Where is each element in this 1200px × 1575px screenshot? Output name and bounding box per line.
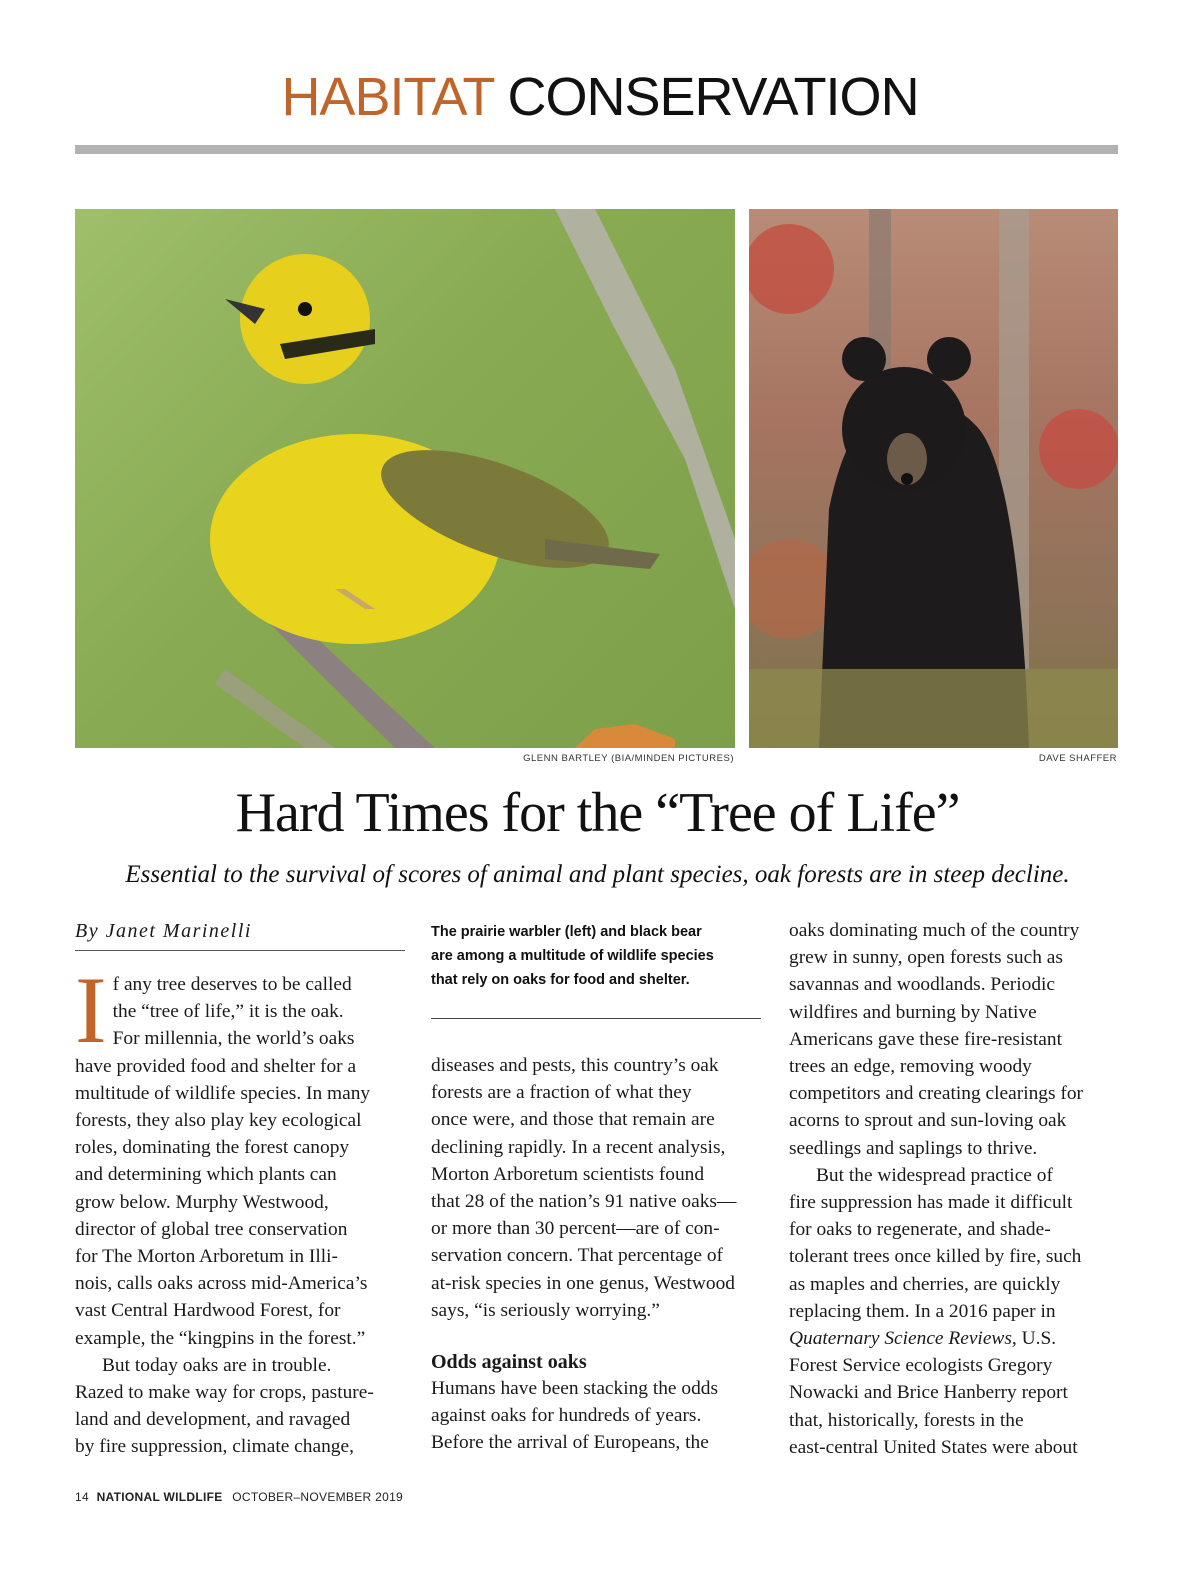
- section-title-accent: HABITAT: [281, 67, 494, 127]
- body-column-2: [431, 1052, 766, 1324]
- body-line: acorns to sprout and sun-loving oak: [789, 1110, 1067, 1132]
- body-line: against oaks for hundreds of years.: [431, 1405, 702, 1427]
- body-line: example, the “kingpins in the forest.”: [75, 1327, 366, 1349]
- body-line: by fire suppression, climate change,: [75, 1436, 354, 1458]
- body-line: competitors and creating clearings for: [789, 1083, 1083, 1105]
- body-line: grew in sunny, open forests such as: [789, 947, 1063, 969]
- caption-line: that rely on oaks for food and shelter.: [431, 972, 690, 988]
- body-line: nois, calls oaks across mid-America’s: [75, 1273, 368, 1295]
- body-line: But the widespread practice of: [816, 1164, 1053, 1186]
- body-line: Humans have been stacking the odds: [431, 1378, 719, 1399]
- body-line: that, historically, forests in the: [789, 1409, 1024, 1431]
- byline-rule: [75, 950, 405, 951]
- body-line: or more than 30 percent—are of con-: [431, 1218, 720, 1240]
- body-line: servation concern. That percentage of: [431, 1245, 723, 1267]
- body-line: fire suppression has made it difficult: [789, 1192, 1073, 1214]
- body-line: Before the arrival of Europeans, the: [431, 1432, 709, 1454]
- caption-line: The prairie warbler (left) and black bear: [431, 924, 702, 940]
- article-headline: Hard Times for the “Tree of Life”: [235, 782, 960, 844]
- body-line: and determining which plants can: [75, 1164, 337, 1186]
- article-deck: Essential to the survival of scores of animal and plant species, oak forests are in steep decline.: [125, 861, 1070, 888]
- body-line: the “tree of life,” it is the oak.: [112, 1001, 344, 1023]
- page-footer: [75, 1490, 403, 1504]
- body-line: roles, dominating the forest canopy: [75, 1137, 350, 1159]
- body-line: multitude of wildlife species. In many: [75, 1082, 371, 1104]
- body-line: forests are a fraction of what they: [431, 1082, 692, 1104]
- bird-photo-credit: GLENN BARTLEY (BIA/MINDEN PICTURES): [523, 753, 734, 764]
- caption-rule: [431, 1018, 761, 1019]
- black-bear-photo: [749, 209, 1118, 748]
- body-line: land and development, and ravaged: [75, 1409, 351, 1431]
- drop-cap: I: [75, 957, 107, 1063]
- issue-date: OCTOBER–NOVEMBER 2019: [232, 1490, 404, 1504]
- body-column-1: [75, 957, 410, 1461]
- section-subhead: Odds against oaks: [431, 1351, 587, 1373]
- prairie-warbler-photo: [75, 209, 735, 748]
- body-line: grow below. Murphy Westwood,: [75, 1191, 329, 1213]
- body-line: that 28 of the nation’s 91 native oaks—: [431, 1191, 737, 1213]
- body-line: wildfires and burning by Native: [789, 1001, 1037, 1023]
- section-title: [0, 62, 1200, 132]
- section-title-rest: CONSERVATION: [507, 67, 919, 127]
- body-line: diseases and pests, this country’s oak: [431, 1055, 719, 1076]
- body-line: Nowacki and Brice Hanberry report: [789, 1382, 1068, 1404]
- photo-caption: [431, 920, 766, 992]
- byline: By Janet Marinelli: [75, 920, 252, 942]
- body-line: for The Morton Arboretum in Illi-: [75, 1246, 338, 1268]
- body-line: Forest Service ecologists Gregory: [789, 1355, 1053, 1377]
- body-line: says, “is seriously worrying.”: [431, 1299, 660, 1321]
- body-line: director of global tree conservation: [75, 1218, 348, 1240]
- body-line: Americans gave these fire-resistant: [789, 1028, 1062, 1050]
- bear-photo-credit: DAVE SHAFFER: [1038, 753, 1117, 764]
- body-line: oaks dominating much of the country: [789, 920, 1080, 941]
- body-line: f any tree deserves to be called: [112, 974, 352, 995]
- body-column-2-continued: [431, 1375, 766, 1457]
- magazine-name: NATIONAL WILDLIFE: [96, 1490, 223, 1504]
- body-line-journal: [789, 1325, 1124, 1352]
- body-line: declining rapidly. In a recent analysis,: [431, 1136, 726, 1158]
- body-line: for oaks to regenerate, and shade-: [789, 1219, 1051, 1241]
- body-column-3: [789, 917, 1124, 1461]
- body-line: For millennia, the world’s oaks: [112, 1028, 355, 1050]
- body-line: east-central United States were about: [789, 1436, 1078, 1458]
- body-line: But today oaks are in trouble.: [102, 1354, 332, 1376]
- page-number: 14: [75, 1490, 89, 1504]
- journal-after: U.S.: [1016, 1328, 1057, 1350]
- body-line: trees an edge, removing woody: [789, 1056, 1032, 1078]
- body-line: replacing them. In a 2016 paper in: [789, 1300, 1056, 1322]
- body-line: as maples and cherries, are quickly: [789, 1273, 1061, 1295]
- body-line: tolerant trees once killed by fire, such: [789, 1246, 1082, 1268]
- body-line: forests, they also play key ecological: [75, 1110, 362, 1132]
- body-line: once were, and those that remain are: [431, 1109, 715, 1131]
- body-line: Razed to make way for crops, pasture-: [75, 1382, 374, 1404]
- header-rule: [75, 145, 1118, 154]
- body-line: have provided food and shelter for a: [75, 1055, 357, 1077]
- journal-title: Quaternary Science Reviews,: [789, 1328, 1017, 1350]
- body-line: vast Central Hardwood Forest, for: [75, 1300, 341, 1322]
- body-line: at-risk species in one genus, Westwood: [431, 1272, 735, 1294]
- caption-line: are among a multitude of wildlife species: [431, 948, 714, 964]
- body-line: Morton Arboretum scientists found: [431, 1163, 705, 1185]
- body-line: savannas and woodlands. Periodic: [789, 974, 1056, 996]
- body-line: seedlings and saplings to thrive.: [789, 1137, 1038, 1159]
